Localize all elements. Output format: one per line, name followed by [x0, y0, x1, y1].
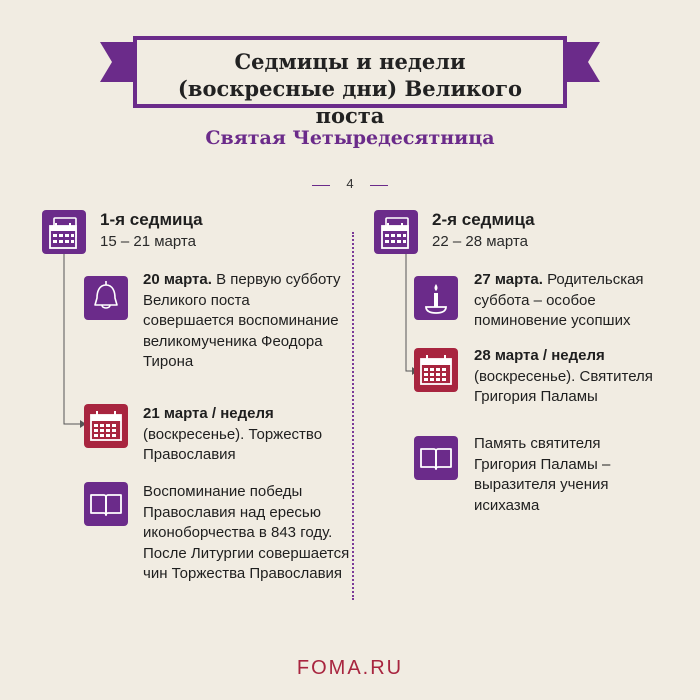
site-link[interactable]: FOMA.RU — [296, 657, 404, 679]
dash-right — [370, 185, 388, 186]
calendar-icon — [84, 404, 128, 448]
entry-text: В первую субботу Великого поста совершается воспоминание великомученика Феодора Тирона — [143, 271, 341, 370]
title-line-2: (воскресные дни) Великого поста — [177, 76, 523, 128]
candle-icon — [414, 276, 458, 320]
week-1-entry-1 — [143, 270, 343, 373]
entry-text: (воскресенье). Святителя Григория Паламы — [474, 367, 653, 405]
title-line-1: Седмицы и недели — [234, 49, 466, 74]
entry-date: 27 марта. — [474, 271, 543, 288]
entry-text: (воскресенье). Торжество Православия — [143, 425, 323, 463]
entry-text: Родительская суббота – особое поминовение усопших — [474, 271, 644, 329]
week-1-entry-3 — [143, 482, 353, 585]
book-icon — [414, 436, 458, 480]
week-2-title: 2-я седмица — [432, 210, 535, 229]
week-2-dates: 22 – 28 марта — [432, 233, 528, 250]
week-1-title: 1-я седмица — [100, 210, 203, 229]
entry-date: 20 марта. — [143, 271, 212, 288]
week-1-dates: 15 – 21 марта — [100, 233, 196, 250]
week-1-entry-2 — [143, 404, 348, 466]
entry-date: 28 марта / неделя — [474, 347, 605, 364]
entry-text: Воспоминание победы Православия над ересью иконоборчества в 843 году. После Литургии совершается чин Торжества Православия — [143, 483, 350, 582]
week-2-entry-1 — [474, 270, 679, 332]
calendar-icon — [374, 210, 418, 254]
bell-icon — [84, 276, 128, 320]
page-number: 4 — [346, 176, 354, 191]
entry-date: 21 марта / неделя — [143, 405, 274, 422]
page-indicator — [300, 175, 400, 195]
subtitle: Святая Четыредесятница — [205, 127, 495, 149]
calendar-icon — [414, 348, 458, 392]
page-title — [150, 48, 550, 129]
entry-text: Память святителя Григория Паламы – выразителя учения исихазма — [474, 435, 611, 514]
week-2-entry-3 — [474, 434, 644, 516]
book-icon — [84, 482, 128, 526]
calendar-icon — [42, 210, 86, 254]
week-2-entry-2 — [474, 346, 674, 408]
